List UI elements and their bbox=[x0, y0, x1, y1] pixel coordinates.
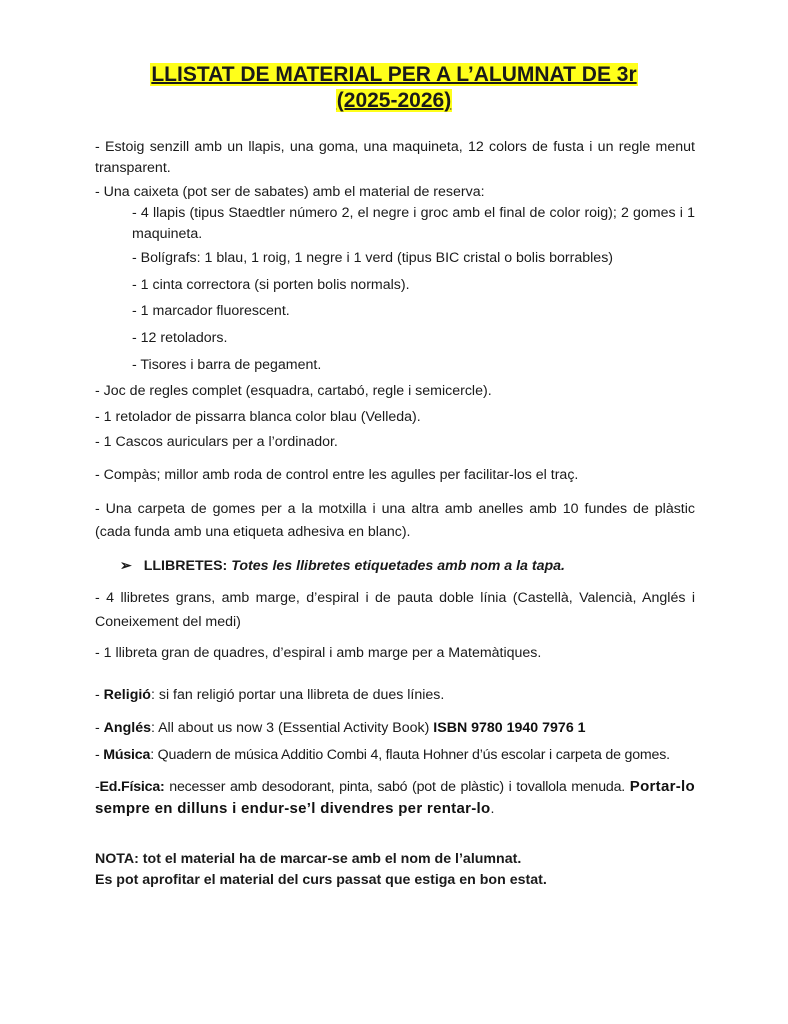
item-retolador: - 1 retolador de pissarra blanca color blau (Velleda). bbox=[95, 409, 421, 425]
caixeta-sub-item: - 4 llapis (tipus Staedtler número 2, el negre i groc amb el final de color roig); 2 gomes i 1 maquineta. bbox=[132, 205, 695, 242]
llibretes-item: - 1 llibreta gran de quadres, d’espiral i amb marge per a Matemàtiques. bbox=[95, 645, 542, 661]
item-caixeta: - Una caixeta (pot ser de sabates) amb el material de reserva: bbox=[95, 184, 485, 200]
subject-musica: - Música: Quadern de música Additio Combi 4, flauta Hohner d’ús escolar i carpeta de gomes. bbox=[95, 747, 670, 763]
caixeta-sub-item: - 1 marcador fluorescent. bbox=[132, 303, 290, 319]
caixeta-sub-item: - 1 cinta correctora (si porten bolis normals). bbox=[132, 277, 410, 293]
nota-line2: Es pot aprofitar el material del curs passat que estiga en bon estat. bbox=[95, 872, 547, 888]
item-cascos: - 1 Cascos auriculars per a l’ordinador. bbox=[95, 434, 338, 450]
item-carpeta: - Una carpeta de gomes per a la motxilla i una altra amb anelles amb 10 fundes de plàstic (cada funda amb una etiqueta adhesiva en blanc). bbox=[95, 501, 695, 540]
caixeta-sub-item: - Bolígrafs: 1 blau, 1 roig, 1 negre i 1 verd (tipus BIC cristal o bolis borrables) bbox=[132, 250, 614, 266]
school-year: (2025-2026) bbox=[336, 89, 452, 112]
nota-line1: NOTA: tot el material ha de marcar-se amb el nom de l’alumnat. bbox=[95, 851, 522, 867]
llibretes-item: - 4 llibretes grans, amb marge, d’espiral i de pauta doble línia (Castellà, Valencià, Anglés i Coneixement del medi) bbox=[95, 590, 695, 630]
item-regles: - Joc de regles complet (esquadra, cartabó, regle i semicercle). bbox=[95, 383, 492, 399]
page-title: LLISTAT DE MATERIAL PER A L’ALUMNAT DE 3r bbox=[151, 63, 637, 86]
subject-edfisica: -Ed.Física: necesser amb desodorant, pinta, sabó (pot de plàstic) i tovallola menuda. Portar-lo sempre en dilluns i endur-se’l divendres per rentar-lo. bbox=[95, 778, 695, 817]
item-estoig: - Estoig senzill amb un llapis, una goma, una maquineta, 12 colors de fusta i un regle menut transparent. bbox=[95, 139, 695, 176]
item-compas: - Compàs; millor amb roda de control entre les agulles per facilitar-los el traç. bbox=[95, 467, 579, 483]
subject-religio: - Religió: si fan religió portar una llibreta de dues línies. bbox=[95, 687, 445, 703]
llibretes-heading: ➢ LLIBRETES: Totes les llibretes etiquetades amb nom a la tapa. bbox=[120, 558, 565, 574]
caixeta-sub-item: - Tisores i barra de pegament. bbox=[132, 357, 322, 373]
arrow-bullet-icon: ➢ bbox=[120, 558, 132, 574]
caixeta-sub-item: - 12 retoladors. bbox=[132, 330, 228, 346]
subject-angles: - Anglés: All about us now 3 (Essential Activity Book) ISBN 9780 1940 7976 1 bbox=[95, 720, 586, 736]
